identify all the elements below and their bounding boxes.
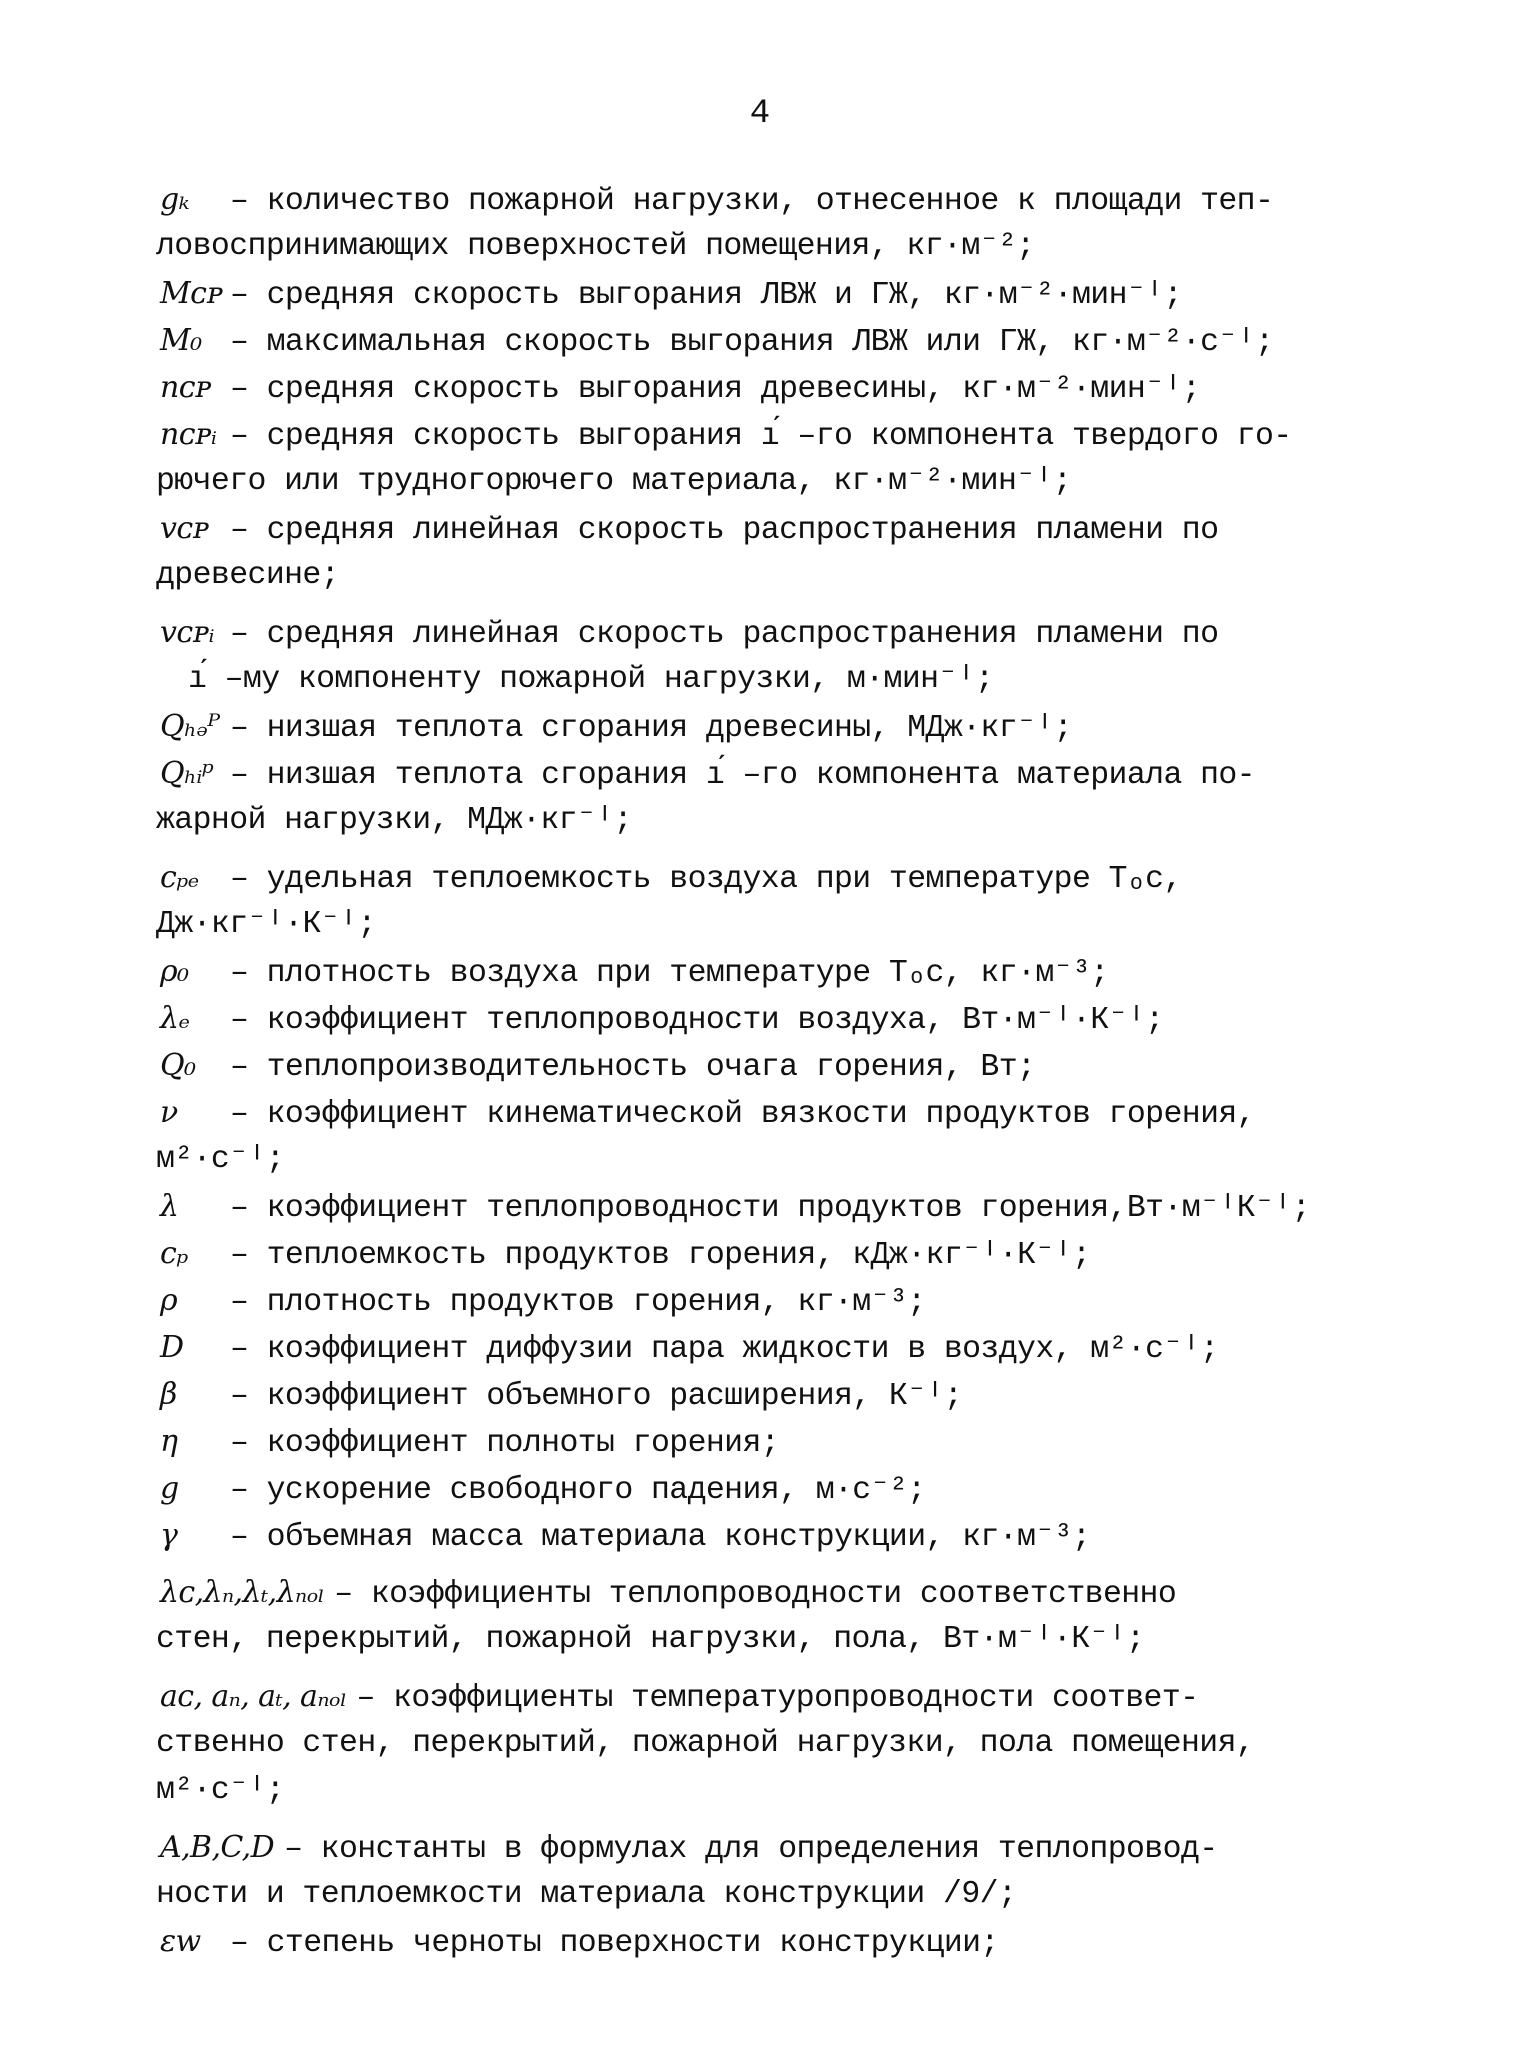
symbol: λ [160, 1189, 179, 1224]
definition-text: древесине; [156, 558, 340, 593]
symbol: β [160, 1377, 177, 1412]
definition-text: м²·с⁻ᴵ; [156, 1142, 285, 1177]
definition-line [156, 552, 1390, 599]
line-gap [160, 1663, 1390, 1673]
symbol: Mᴄᴩ [160, 276, 223, 311]
definition-line [160, 1324, 1390, 1371]
line-gap [160, 599, 1390, 609]
definition-line [160, 1569, 1390, 1616]
definition-text: – степень черноты поверхности конструкции; [230, 1926, 999, 1961]
definition-text: – средняя линейная скорость распространения пламени по [230, 617, 1219, 652]
symbol: γ [160, 1518, 178, 1553]
definition-text: – теплопроизводительность очага горения, Вт; [230, 1050, 1036, 1085]
symbol: vᴄᴩ [160, 511, 209, 546]
definition-line [156, 458, 1390, 505]
definition-line [160, 1512, 1390, 1559]
symbol: gₖ [160, 182, 189, 217]
definition-line [160, 270, 1390, 317]
definition-text: ловоспринимающих поверхностей помещения, кг·м⁻²; [156, 229, 1035, 264]
definition-text: жарной нагрузки, МДж·кг⁻ᴵ; [156, 803, 632, 838]
symbol: Qₕᵢᵖ [160, 756, 214, 791]
definition-line [160, 995, 1390, 1042]
definition-line [156, 1767, 1390, 1814]
definition-text: – низшая теплота сгорания древесины, МДж·кг⁻ᴵ; [230, 711, 1073, 746]
line-gap [160, 1559, 1390, 1569]
definition-line [160, 1824, 1390, 1871]
definition-line [160, 609, 1390, 656]
definition-line [160, 411, 1390, 458]
definition-line [156, 1616, 1390, 1663]
symbol: D [160, 1330, 184, 1365]
definition-text: – низшая теплота сгорания ı́ –го компонента материала по- [230, 758, 1255, 793]
symbol: λᴄ,λₙ,λₜ,λₙₒₗ [160, 1575, 325, 1610]
definition-text: – плотность продуктов горения, кг·м⁻³; [230, 1285, 926, 1320]
definition-line [160, 750, 1390, 797]
definition-text: Дж·кг⁻ᴵ·К⁻ᴵ; [156, 907, 376, 942]
definition-text: – удельная теплоемкость воздуха при температуре Tₒᴄ, [230, 862, 1182, 897]
symbol: A,B,C,D [160, 1830, 275, 1865]
symbol: g [160, 1471, 179, 1506]
definition-line [160, 1371, 1390, 1418]
definition-text: м²·с⁻ᴵ; [156, 1773, 285, 1808]
definition-text: – средняя скорость выгорания ı́ –го компонента твердого го- [230, 419, 1292, 454]
definition-text: – константы в формулах для определения теплопровод- [284, 1832, 1218, 1867]
definition-text: – коэффициент теплопроводности воздуха, Вт·м⁻ᴵ·К⁻ᴵ; [230, 1003, 1164, 1038]
definition-text: – средняя скорость выгорания древесины, кг·м⁻²·мин⁻ᴵ; [230, 372, 1201, 407]
definition-text: – коэффициент объемного расширения, К⁻ᴵ; [230, 1379, 963, 1414]
symbol: nᴄᴩᵢ [160, 417, 217, 452]
definition-line [160, 1673, 1390, 1720]
symbol: ν [160, 1095, 178, 1130]
symbol: ρ [160, 1283, 178, 1318]
definition-line [156, 1720, 1390, 1767]
symbol: M₀ [160, 323, 202, 358]
definition-text: – коэффициент теплопроводности продуктов горения,Вт·м⁻ᴵК⁻ᴵ; [230, 1191, 1311, 1226]
definition-text: – максимальная скорость выгорания ЛВЖ или ГЖ, кг·м⁻²·с⁻ᴵ; [230, 325, 1274, 360]
symbol-definitions-list [156, 176, 1390, 1965]
symbol: cₚ [160, 1236, 188, 1271]
symbol: εw [160, 1924, 201, 1959]
symbol: vᴄᴩᵢ [160, 615, 214, 650]
definition-text: – ускорение свободного падения, м·с⁻²; [230, 1473, 926, 1508]
definition-line [156, 901, 1390, 948]
definition-line [156, 223, 1390, 270]
line-gap [160, 1814, 1390, 1824]
definition-line [160, 364, 1390, 411]
definition-text: – коэффициент диффузии пара жидкости в воздух, м²·с⁻ᴵ; [230, 1332, 1219, 1367]
definition-line [160, 948, 1390, 995]
definition-line [156, 1136, 1390, 1183]
page-number: 4 [749, 95, 771, 133]
symbol: cₚₑ [160, 860, 199, 895]
definition-text: – коэффициент кинематической вязкости продуктов горения, [230, 1097, 1255, 1132]
definition-text: – коэффициенты теплопроводности соответственно [334, 1577, 1177, 1612]
definition-text: – средняя скорость выгорания ЛВЖ и ГЖ, кг·м⁻²·мин⁻ᴵ; [230, 278, 1182, 313]
line-gap [160, 844, 1390, 854]
symbol: Q₀ [160, 1048, 196, 1083]
definition-line [160, 1277, 1390, 1324]
definition-line [160, 1465, 1390, 1512]
definition-line [160, 1089, 1390, 1136]
definition-text: ı́ –му компоненту пожарной нагрузки, м·мин⁻ᴵ; [188, 662, 994, 697]
definition-text: – средняя линейная скорость распространения пламени по [230, 513, 1219, 548]
symbol: aᴄ, aₙ, aₜ, aₙₒₗ [160, 1679, 347, 1714]
definition-text: – объемная масса материала конструкции, кг·м⁻³; [230, 1520, 1091, 1555]
definition-line [160, 703, 1390, 750]
definition-line [160, 317, 1390, 364]
definition-line [160, 1418, 1390, 1465]
definition-text: – плотность воздуха при температуре Tₒᴄ, кг·м⁻³; [230, 956, 1109, 991]
definition-line [160, 1918, 1390, 1965]
symbol: nᴄᴩ [160, 370, 211, 405]
definition-line [156, 1871, 1390, 1918]
definition-line [160, 1042, 1390, 1089]
definition-line [160, 1230, 1390, 1277]
definition-line [160, 505, 1390, 552]
definition-text: стен, перекрытий, пожарной нагрузки, пола, Вт·м⁻ᴵ·К⁻ᴵ; [156, 1622, 1145, 1657]
definition-text: – коэффициент полноты горения; [230, 1426, 780, 1461]
symbol: η [160, 1424, 178, 1459]
symbol: λₑ [160, 1001, 190, 1036]
definition-text: ственно стен, перекрытий, пожарной нагрузки, пола помещения, [156, 1726, 1255, 1761]
definition-text: – количество пожарной нагрузки, отнесенное к площади теп- [230, 184, 1274, 219]
symbol: Qₕₔᴾ [160, 709, 220, 744]
definition-text: – теплоемкость продуктов горения, кДж·кг⁻ᴵ·К⁻ᴵ; [230, 1238, 1091, 1273]
definition-line [160, 1183, 1390, 1230]
definition-text: – коэффициенты температуропроводности соответ- [356, 1681, 1199, 1716]
definition-line [188, 656, 1390, 703]
definition-text: ности и теплоемкости материала конструкции /9/; [156, 1877, 1017, 1912]
definition-line [160, 854, 1390, 901]
definition-text: рючего или трудногорючего материала, кг·м⁻²·мин⁻ᴵ; [156, 464, 1072, 499]
definition-line [160, 176, 1390, 223]
definition-line [156, 797, 1390, 844]
symbol: ρ₀ [160, 954, 189, 989]
